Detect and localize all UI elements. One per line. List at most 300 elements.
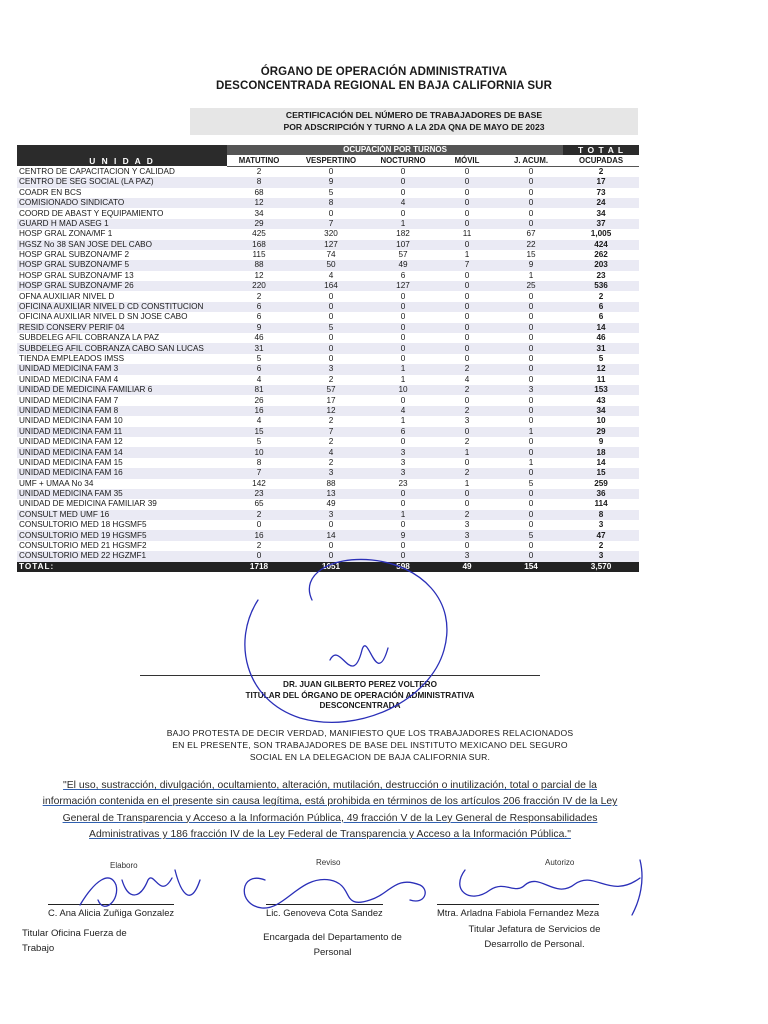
count-cell: 0 [464,354,470,363]
legal-line-2: información contenida en el presente sin causa legítima, está prohibida en términos de los artículos 206 fracción IV de la Ley [42,796,618,808]
count-cell: 2 [227,510,291,520]
table-row [17,281,639,291]
table-row [17,291,639,301]
unit-name-cell: COMISIONADO SINDICATO [17,198,227,208]
total-cell: 2 [598,541,604,551]
count-cell: 74 [326,250,336,260]
table-row [17,240,639,250]
reviso-title-2: Personal [313,947,352,958]
unit-name-cell: CONSULTORIO MED 21 HGSMF2 [19,541,147,551]
total-cell: 43 [596,395,606,405]
count-cell: 7 [291,219,371,229]
count-cell: 88 [227,260,291,270]
count-cell: 50 [291,260,371,270]
total-cell: 15 [563,468,639,478]
total-cell: 203 [563,260,639,270]
count-cell: 3 [464,416,470,426]
unit-name-cell: UNIDAD MEDICINA FAM 35 [17,489,227,499]
legal-line-3: General de Transparencia y Acceso a la Información Pública, 49 fracción V de la Ley General de Responsabilidades [62,812,598,824]
total-cell: 36 [563,489,639,499]
table-row [17,364,639,374]
count-cell: 0 [528,291,534,301]
legal-line-1: "El uso, sustracción, divulgación, ocultamiento, alteración, mutilación, destrucción o inutilización, total o parcial de la [63,780,597,791]
count-cell: 0 [499,551,563,561]
total-cell: 114 [594,499,608,509]
count-cell: 5 [256,437,262,447]
count-cell: 2 [328,437,334,447]
unit-name-cell: UNIDAD MEDICINA FAM 15 [19,457,123,467]
unit-name-cell: UNIDAD MEDICINA FAM 16 [17,468,227,478]
total-value-cell: 598 [371,562,435,572]
count-cell: 9 [227,323,291,333]
count-cell: 1 [371,510,435,520]
table-row [17,177,639,187]
count-cell: 65 [254,499,264,509]
count-cell: 5 [528,478,534,488]
count-cell: 1 [371,219,435,229]
count-cell: 0 [464,499,470,509]
unit-name-cell: UNIDAD MEDICINA FAM 4 [19,374,119,384]
count-cell: 7 [435,260,499,270]
table-row [17,166,639,177]
count-cell: 0 [528,374,534,384]
total-cell: 262 [594,250,608,260]
count-cell: 22 [499,240,563,250]
count-cell: 3 [291,468,371,478]
unit-name-cell: UNIDAD MEDICINA FAM 8 [17,406,227,416]
count-cell: 2 [328,416,334,426]
count-cell: 0 [499,489,563,499]
col-header-j-acum: J. ACUM. [499,155,563,166]
count-cell: 68 [254,187,264,197]
total-cell: 3 [598,520,604,530]
count-cell: 0 [435,323,499,333]
count-cell: 4 [256,374,262,384]
elaboro-signature [80,870,200,906]
unit-name-cell: CONSULT MED UMF 16 [17,510,227,520]
count-cell: 107 [371,240,435,250]
count-cell: 0 [371,551,435,561]
protesta-line-3: SOCIAL EN LA DELEGACION DE BAJA CALIFORNIA SUR. [249,752,491,762]
count-cell: 142 [252,478,266,488]
table-row [17,354,639,364]
table-row [17,219,639,229]
total-cell: 6 [598,312,604,322]
total-cell: 2 [598,166,604,176]
total-cell: 34 [596,208,606,218]
table-row [17,499,639,509]
count-cell: 0 [499,510,563,520]
count-cell: 8 [291,198,371,208]
count-cell: 11 [462,229,472,239]
table-row [17,416,639,426]
unit-name-cell: HGSZ No 38 SAN JOSE DEL CABO [17,240,227,250]
total-cell: 34 [563,406,639,416]
count-cell: 9 [499,260,563,270]
count-cell: 0 [528,354,534,363]
table-row [17,395,639,405]
count-cell: 3 [371,447,435,457]
count-cell: 0 [371,323,435,333]
table-row [17,188,639,198]
col-header-vespertino: VESPERTINO [291,155,371,166]
count-cell: 127 [291,240,371,250]
count-cell: 164 [291,281,371,291]
total-cell: 31 [563,343,639,353]
count-cell: 425 [252,229,266,239]
count-cell: 3 [435,551,499,561]
count-cell: 3 [371,468,435,478]
legal-notice [20,778,640,844]
unit-name-cell: HOSP GRAL ZONA/MF 1 [19,229,113,239]
protesta-line-1: BAJO PROTESTA DE DECIR VERDAD, MANIFIESTO QUE LOS TRABAJADORES RELACIONADOS [166,728,574,738]
total-cell: 24 [563,198,639,208]
count-cell: 6 [227,302,291,312]
unit-name-cell: HOSP GRAL SUBZONA/MF 5 [17,260,227,270]
count-cell: 0 [499,219,563,229]
total-cell: 73 [596,187,606,197]
count-cell: 0 [499,343,563,353]
count-cell: 320 [324,229,338,239]
unit-name-cell: COORD DE ABAST Y EQUIPAMIENTO [19,208,164,218]
count-cell: 4 [328,270,334,280]
count-cell: 3 [435,530,499,540]
count-cell: 0 [499,177,563,187]
certification-box [190,108,638,135]
count-cell: 2 [435,510,499,520]
count-cell: 1 [464,250,470,260]
count-cell: 1 [528,270,534,280]
main-signatory-title-1: TITULAR DEL ÓRGANO DE OPERACIÓN ADMINISTRATIVA [245,690,475,700]
count-cell: 1 [371,364,435,374]
count-cell: 1 [528,457,534,467]
count-cell: 17 [326,395,336,405]
count-cell: 0 [291,551,371,561]
count-cell: 0 [528,187,534,197]
unit-name-cell: UNIDAD MEDICINA FAM 11 [17,427,227,437]
count-cell: 0 [464,541,470,551]
count-cell: 0 [291,343,371,353]
count-cell: 3 [291,510,371,520]
count-cell: 5 [328,187,334,197]
count-cell: 0 [371,302,435,312]
count-cell: 0 [435,427,499,437]
autorizo-title [452,922,617,952]
table-row [17,323,639,333]
total-cell: 47 [563,530,639,540]
count-cell: 0 [528,520,534,530]
count-cell: 4 [256,416,262,426]
total-value-cell: 1051 [291,562,371,572]
total-cell: 14 [596,457,606,467]
count-cell: 0 [435,240,499,250]
table-row [17,458,639,468]
protesta-statement [100,727,640,763]
count-cell: 12 [291,406,371,416]
unit-name-cell: UMF + UMAA No 34 [19,478,94,488]
table-row [17,375,639,385]
count-cell: 0 [371,489,435,499]
total-cell: 29 [563,427,639,437]
protesta-line-2: EN EL PRESENTE, SON TRABAJADORES DE BASE DEL INSTITUTO MEXICANO DEL SEGURO [172,740,568,750]
header-line-2: DESCONCENTRADA REGIONAL EN BAJA CALIFORNIA SUR [216,80,552,92]
count-cell: 0 [328,291,334,301]
reviso-name: Lic. Genoveva Cota Sandez [266,904,383,918]
count-cell: 4 [291,447,371,457]
count-cell: 0 [435,489,499,499]
total-cell: 8 [563,510,639,520]
unit-name-cell: GUARD H MAD ASEG 1 [17,219,227,229]
count-cell: 0 [464,291,470,301]
count-cell: 3 [464,520,470,530]
count-cell: 0 [328,166,334,176]
table-row [17,385,639,395]
count-cell: 0 [435,198,499,208]
elaboro-name: C. Ana Alicia Zuñiga Gonzalez [48,904,174,918]
unit-name-cell: UNIDAD MEDICINA FAM 10 [19,416,123,426]
count-cell: 3 [291,364,371,374]
reviso-title [250,930,415,960]
elaboro-title-2: Trabajo [22,943,55,954]
unit-name-cell: UNIDAD MEDICINA FAM 7 [19,395,119,405]
count-cell: 2 [256,541,262,551]
table-row [17,520,639,530]
elaboro-title-1: Titular Oficina Fuerza de [22,928,127,939]
count-cell: 0 [499,323,563,333]
count-cell: 1 [464,478,470,488]
count-cell: 0 [400,208,406,218]
count-cell: 115 [252,250,266,260]
table-row [17,406,639,416]
count-cell: 2 [328,457,334,467]
count-cell: 7 [227,468,291,478]
count-cell: 0 [499,364,563,374]
table-row [17,302,639,312]
count-cell: 0 [435,343,499,353]
col-header-matutino: MATUTINO [227,155,291,166]
total-header: T O T A L [563,145,639,155]
count-cell: 0 [499,198,563,208]
table-total-row [17,562,639,572]
count-cell: 0 [400,333,406,343]
count-cell: 0 [400,187,406,197]
count-cell: 168 [227,240,291,250]
total-cell: 11 [596,374,606,384]
shift-group-header: OCUPACIÓN POR TURNOS [227,145,563,155]
table-row [17,250,639,260]
total-cell: 10 [596,416,606,426]
unit-header-spacer [17,145,227,155]
unit-name-cell: UNIDAD MEDICINA FAM 3 [17,364,227,374]
count-cell: 0 [400,541,406,551]
unit-name-cell: TIENDA EMPLEADOS IMSS [19,354,125,363]
unit-name-cell: OFNA AUXILIAR NIVEL D [19,291,115,301]
total-cell: 23 [596,270,606,280]
unit-name-cell: CONSULTORIO MED 22 HGZMF1 [17,551,227,561]
unit-name-cell: UNIDAD DE MEDICINA FAMILIAR 6 [17,385,227,395]
count-cell: 0 [528,208,534,218]
count-cell: 8 [256,457,262,467]
count-cell: 0 [464,333,470,343]
table-row [17,260,639,270]
count-cell: 31 [227,343,291,353]
count-cell: 29 [227,219,291,229]
unit-name-cell: RESID CONSERV PERIF 04 [17,323,227,333]
total-cell: 18 [563,447,639,457]
count-cell: 10 [371,385,435,395]
unit-name-cell: HOSP GRAL SUBZONA/MF 26 [17,281,227,291]
autorizo-title-1: Titular Jefatura de Servicios de [468,924,601,935]
count-cell: 0 [499,302,563,312]
table-row [17,479,639,489]
count-cell: 1 [400,416,406,426]
reviso-label: Reviso [316,858,341,867]
count-cell: 0 [256,520,262,530]
count-cell: 12 [254,270,264,280]
total-value-cell: 49 [435,562,499,572]
count-cell: 2 [435,364,499,374]
unit-name-cell: UNIDAD DE MEDICINA FAMILIAR 39 [19,499,157,509]
signature-line [140,675,540,676]
count-cell: 1 [499,427,563,437]
count-cell: 127 [371,281,435,291]
count-cell: 9 [371,530,435,540]
count-cell: 0 [371,177,435,187]
count-cell: 0 [328,354,334,363]
unit-name-cell: HOSP GRAL SUBZONA/MF 13 [19,270,134,280]
unit-name-cell: CONSULTORIO MED 18 HGSMF5 [19,520,147,530]
autorizo-label: Autorizo [545,858,575,867]
autorizo-title-2: Desarrollo de Personal. [484,939,585,950]
count-cell: 0 [528,437,534,447]
count-cell: 0 [528,395,534,405]
count-cell: 0 [371,343,435,353]
count-cell: 220 [227,281,291,291]
count-cell: 182 [396,229,410,239]
count-cell: 0 [528,416,534,426]
count-cell: 4 [371,406,435,416]
count-cell: 4 [464,374,470,384]
unit-name-cell: CONSULTORIO MED 19 HGSMF5 [17,530,227,540]
count-cell: 15 [526,250,536,260]
total-cell: 1,005 [590,229,612,239]
table-row [17,510,639,520]
unit-name-cell: UNIDAD MEDICINA FAM 14 [17,447,227,457]
count-cell: 6 [371,427,435,437]
count-cell: 26 [254,395,264,405]
table-row [17,312,639,322]
count-cell: 5 [291,323,371,333]
total-cell: 9 [598,437,604,447]
count-cell: 7 [291,427,371,437]
table-row [17,541,639,551]
autorizo-name: Mtra. Arladna Fabiola Fernandez Meza [437,904,599,918]
table-row [17,468,639,478]
count-cell: 12 [227,198,291,208]
count-cell: 2 [256,166,262,176]
count-cell: 0 [400,395,406,405]
table-row [17,530,639,540]
count-cell: 2 [464,437,470,447]
count-cell: 10 [227,447,291,457]
count-cell: 9 [291,177,371,187]
count-cell: 2 [435,406,499,416]
total-cell: 46 [596,333,606,343]
unit-name-cell: UNIDAD MEDICINA FAM 12 [19,437,123,447]
count-cell: 23 [398,478,408,488]
count-cell: 0 [400,499,406,509]
count-cell: 8 [227,177,291,187]
table-row [17,333,639,343]
count-cell: 15 [227,427,291,437]
count-cell: 0 [400,354,406,363]
total-cell: 6 [563,302,639,312]
count-cell: 0 [435,177,499,187]
elaboro-label: Elaboro [110,861,138,870]
count-cell: 2 [328,374,334,384]
count-cell: 0 [528,499,534,509]
count-cell: 0 [328,208,334,218]
count-cell: 81 [227,385,291,395]
count-cell: 0 [464,395,470,405]
table-row [17,208,639,218]
total-label-cell: TOTAL: [17,562,227,572]
count-cell: 0 [400,520,406,530]
col-header-ocupadas: OCUPADAS [563,155,639,166]
certification-line-2: POR ADSCRIPCIÓN Y TURNO A LA 2DA QNA DE MAYO DE 2023 [283,122,545,132]
count-cell: 0 [291,302,371,312]
table-row [17,427,639,437]
unit-name-cell: OFICINA AUXILIAR NIVEL D CD CONSTITUCION [17,302,227,312]
count-cell: 0 [227,551,291,561]
main-signatory [150,680,570,712]
legal-line-4: Administrativas y 186 fracción IV de la Ley Federal de Transparencia y Acceso a la Información Pública." [89,829,571,841]
count-cell: 0 [328,333,334,343]
main-signatory-title-2: DESCONCENTRADA [319,701,401,710]
count-cell: 0 [464,187,470,197]
table-row [17,229,639,239]
count-cell: 25 [499,281,563,291]
count-cell: 0 [499,468,563,478]
count-cell: 0 [328,312,334,322]
count-cell: 3 [400,457,406,467]
table-row [17,343,639,353]
count-cell: 0 [464,208,470,218]
count-cell: 0 [464,457,470,467]
table-row [17,447,639,457]
total-value-cell: 3,570 [563,562,639,572]
unit-name-cell: CENTRO DE CAPACITACION Y CALIDAD [19,166,175,176]
total-cell: 2 [598,291,604,301]
table-row [17,551,639,561]
total-value-cell: 154 [499,562,563,572]
count-cell: 0 [328,541,334,551]
count-cell: 2 [435,468,499,478]
count-cell: 0 [328,520,334,530]
table-row [17,198,639,208]
count-cell: 0 [528,312,534,322]
count-cell: 6 [400,270,406,280]
reviso-title-1: Encargada del Departamento de [263,932,402,943]
count-cell: 16 [227,406,291,416]
count-cell: 0 [464,270,470,280]
unit-name-cell: SUBDELEG AFIL COBRANZA CABO SAN LUCAS [17,343,227,353]
count-cell: 57 [291,385,371,395]
count-cell: 0 [464,166,470,176]
count-cell: 13 [291,489,371,499]
count-cell: 14 [291,530,371,540]
table-row [17,489,639,499]
